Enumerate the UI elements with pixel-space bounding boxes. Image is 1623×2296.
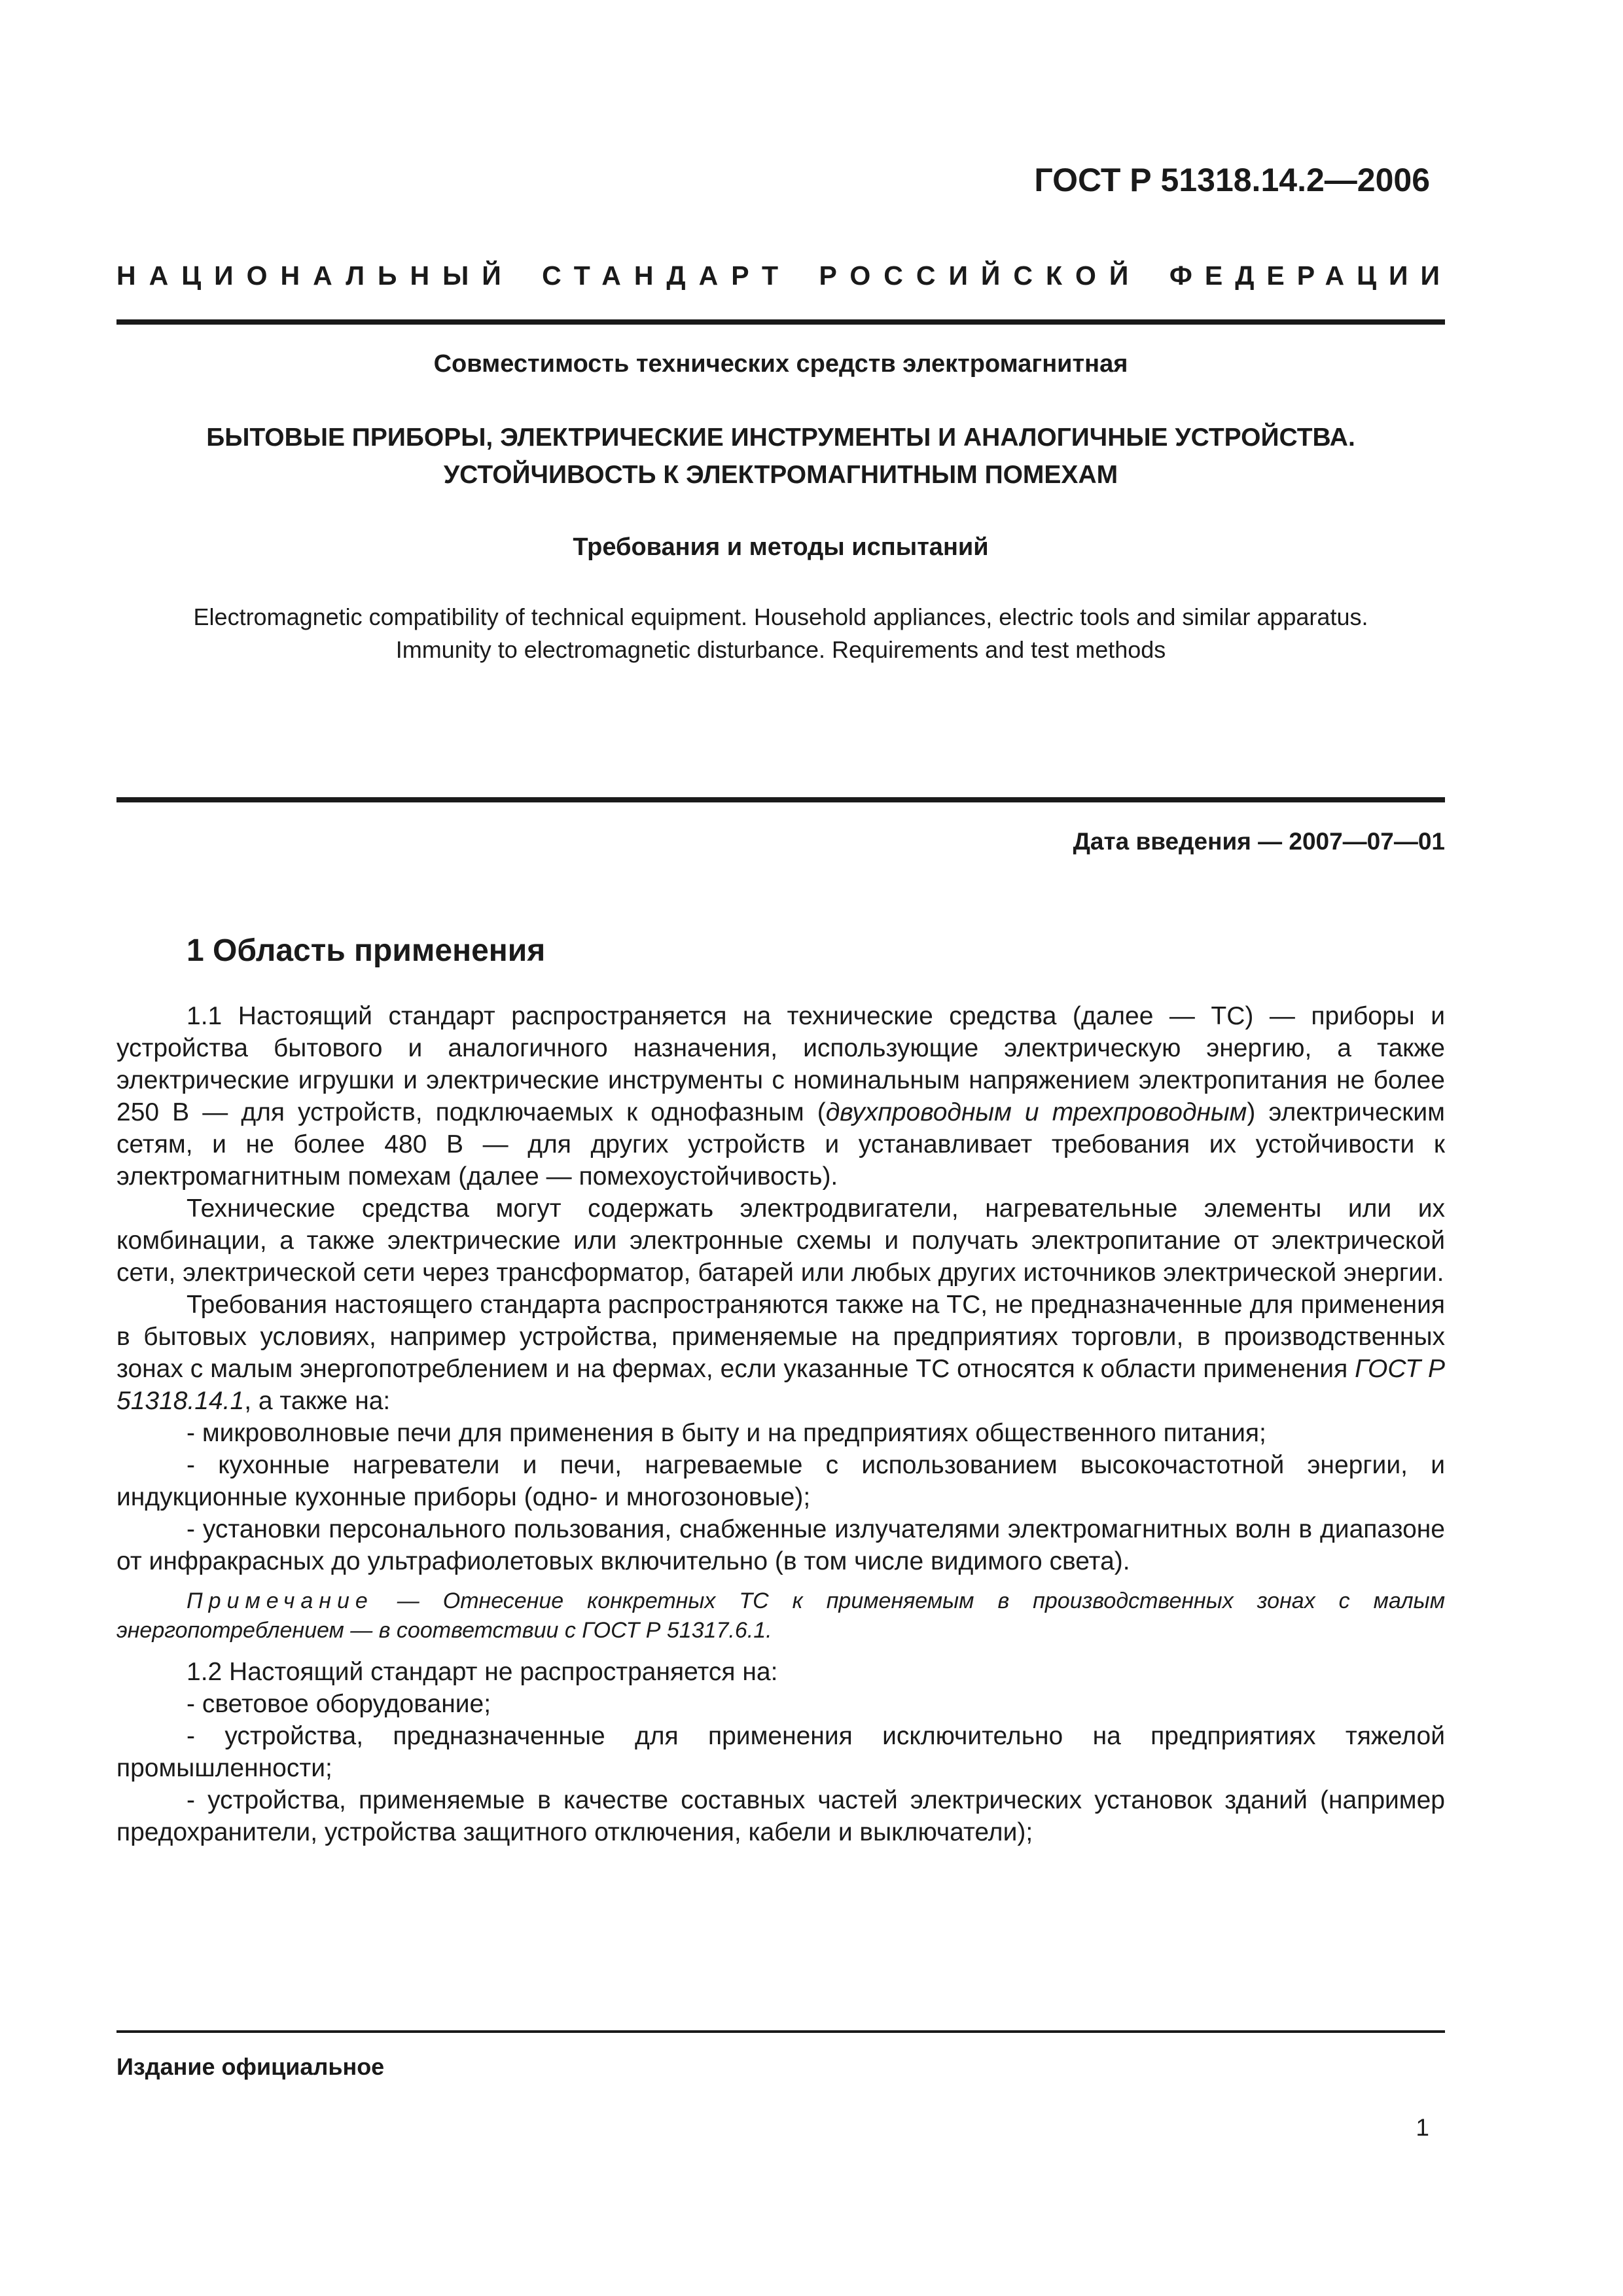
edition-label: Издание официальное bbox=[116, 2053, 385, 2080]
introduction-date: Дата введения — 2007—07—01 bbox=[1073, 828, 1445, 855]
paragraph-tech: Технические средства могут содержать электродвигатели, нагревательные элементы или их комбинации, а также электрические или электронные схемы и получать электропитание от электрической сети, электрической сети через трансформатор, батарей или любых других источников электрической энергии. bbox=[116, 1194, 1445, 1287]
header-word: РОССИЙСКОЙ bbox=[819, 260, 1142, 291]
title-line: БЫТОВЫЕ ПРИБОРЫ, ЭЛЕКТРИЧЕСКИЕ ИНСТРУМЕНТЫ И АНАЛОГИЧНЫЕ УСТРОЙСТВА. bbox=[206, 423, 1355, 452]
page-number: 1 bbox=[1416, 2114, 1429, 2141]
list-item: - устройства, применяемые в качестве составных частей электрических установок зданий (например предохранители, устройства защитного отключения, кабели и выключатели); bbox=[116, 1786, 1445, 1846]
paragraph-requirements: Требования настоящего стандарта распространяются также на ТС, не предназначенные для применения в бытовых условиях, например устройства, применяемые на предприятиях торговли, в производственных зонах с малым энергопотреблением и на фермах, если указанные ТС относятся к области применения ГОСТ Р 51318.14.1, а также на: bbox=[116, 1291, 1445, 1415]
list-item: - установки персонального пользования, снабженные излучателями электромагнитных волн в диапазоне от инфракрасных до ультрафиолетовых включительно (в том числе видимого света). bbox=[116, 1515, 1445, 1575]
header-word: НАЦИОНАЛЬНЫЙ bbox=[116, 260, 514, 291]
list-item: - микроволновые печи для применения в быту и на предприятиях общественного питания; bbox=[187, 1419, 1266, 1447]
list-item: - световое оборудование; bbox=[187, 1690, 491, 1718]
english-title bbox=[116, 601, 1445, 666]
title-line: УСТОЙЧИВОСТЬ К ЭЛЕКТРОМАГНИТНЫМ ПОМЕХАМ bbox=[443, 461, 1118, 489]
english-title-line: Immunity to electromagnetic disturbance. Requirements and test methods bbox=[395, 636, 1166, 663]
section-title: 1 Область применения bbox=[187, 933, 546, 968]
title-rule bbox=[116, 797, 1445, 802]
header-word: ФЕДЕРАЦИИ bbox=[1169, 260, 1452, 291]
standard-number: ГОСТ Р 51318.14.2—2006 bbox=[1034, 162, 1430, 198]
document-subject: Совместимость технических средств электромагнитная bbox=[433, 350, 1128, 378]
list-item: - устройства, предназначенные для применения исключительно на предприятиях тяжелой промышленности; bbox=[116, 1722, 1445, 1782]
list-item: - кухонные нагреватели и печи, нагреваемые с использованием высокочастотной энергии, и индукционные кухонные приборы (одно- и многозоновые); bbox=[116, 1451, 1445, 1511]
english-title-line: Electromagnetic compatibility of technical equipment. Household appliances, electric tools and similar apparatus. bbox=[193, 603, 1368, 630]
note-label: Примечание bbox=[187, 1588, 374, 1613]
footer-rule bbox=[116, 2030, 1445, 2033]
national-standard-header bbox=[116, 260, 1452, 291]
document-subtitle: Требования и методы испытаний bbox=[573, 533, 989, 561]
header-word: СТАНДАРТ bbox=[542, 260, 792, 291]
body-text bbox=[116, 1000, 1445, 1848]
header-rule bbox=[116, 319, 1445, 325]
note: Примечание — Отнесение конкретных ТС к применяемым в производственных зонах с малым энергопотреблением — в соответствии с ГОСТ Р 51317.6.1. bbox=[116, 1588, 1445, 1643]
document-title bbox=[116, 419, 1445, 493]
paragraph-1-1: 1.1 Настоящий стандарт распространяется на технические средства (далее — ТС) — приборы и устройства бытового и аналогичного назначения, использующие электрическую энергию, а также электрические игрушки и электрические инструменты с номинальным напряжением электропитания не более 250 В — для устройств, подключаемых к однофазным (двухпроводным и трехпроводным) электрическим сетям, и не более 480 В — для других устройств и устанавливает требования их устойчивости к электромагнитным помехам (далее — помехоустойчивость). bbox=[116, 1002, 1445, 1191]
paragraph-1-2: 1.2 Настоящий стандарт не распространяется на: bbox=[187, 1658, 778, 1686]
